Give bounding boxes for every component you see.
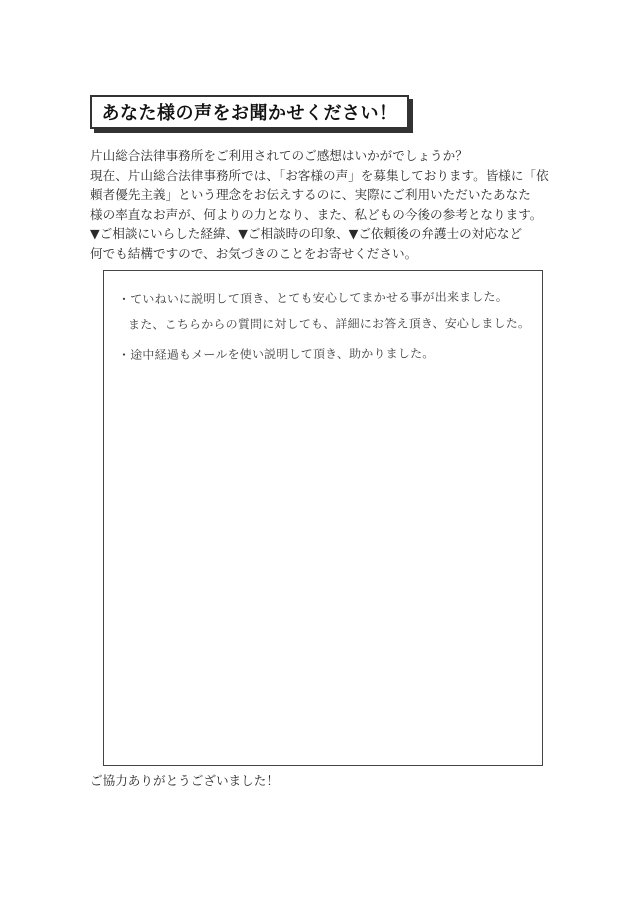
intro-line: 片山総合法律事務所をご利用されてのご感想はいかがでしょうか？ bbox=[90, 148, 468, 163]
comment-line: ・途中経過もメールを使い説明して頂き、助かりました。 bbox=[117, 346, 435, 363]
comment-box bbox=[103, 270, 543, 766]
page-title: あなた様の声をお聞かせください！ bbox=[101, 103, 398, 124]
comment-line: ・ていねいに説明して頂き、とても安心してまかせる事が出来ました。 bbox=[117, 289, 508, 307]
intro-line: 何でも結構ですので、お気づきのことをお寄せください。 bbox=[90, 245, 418, 261]
handwritten-comment bbox=[118, 285, 538, 367]
intro-line: ▼ご相談にいらした経緯、▼ご相談時の印象、▼ご依頼後の弁護士の対応など bbox=[90, 226, 523, 241]
comment-line: また、こちらからの質問に対しても、詳細にお答え頂き、安心しました。 bbox=[127, 316, 531, 332]
intro-line: 頼者優先主義」という理念をお伝えするのに、実際にご利用いただいたあなた bbox=[90, 187, 531, 202]
intro-text bbox=[90, 146, 560, 263]
thank-you-text: ご協力ありがとうございました！ bbox=[90, 773, 279, 788]
intro-line: 現在、片山総合法律事務所では、「お客様の声」を募集しております。皆様に「依 bbox=[90, 167, 549, 183]
title-box bbox=[90, 95, 409, 129]
intro-line: 様の率直なお声が、何よりの力となり、また、私どもの今後の参考となります。 bbox=[90, 206, 543, 222]
